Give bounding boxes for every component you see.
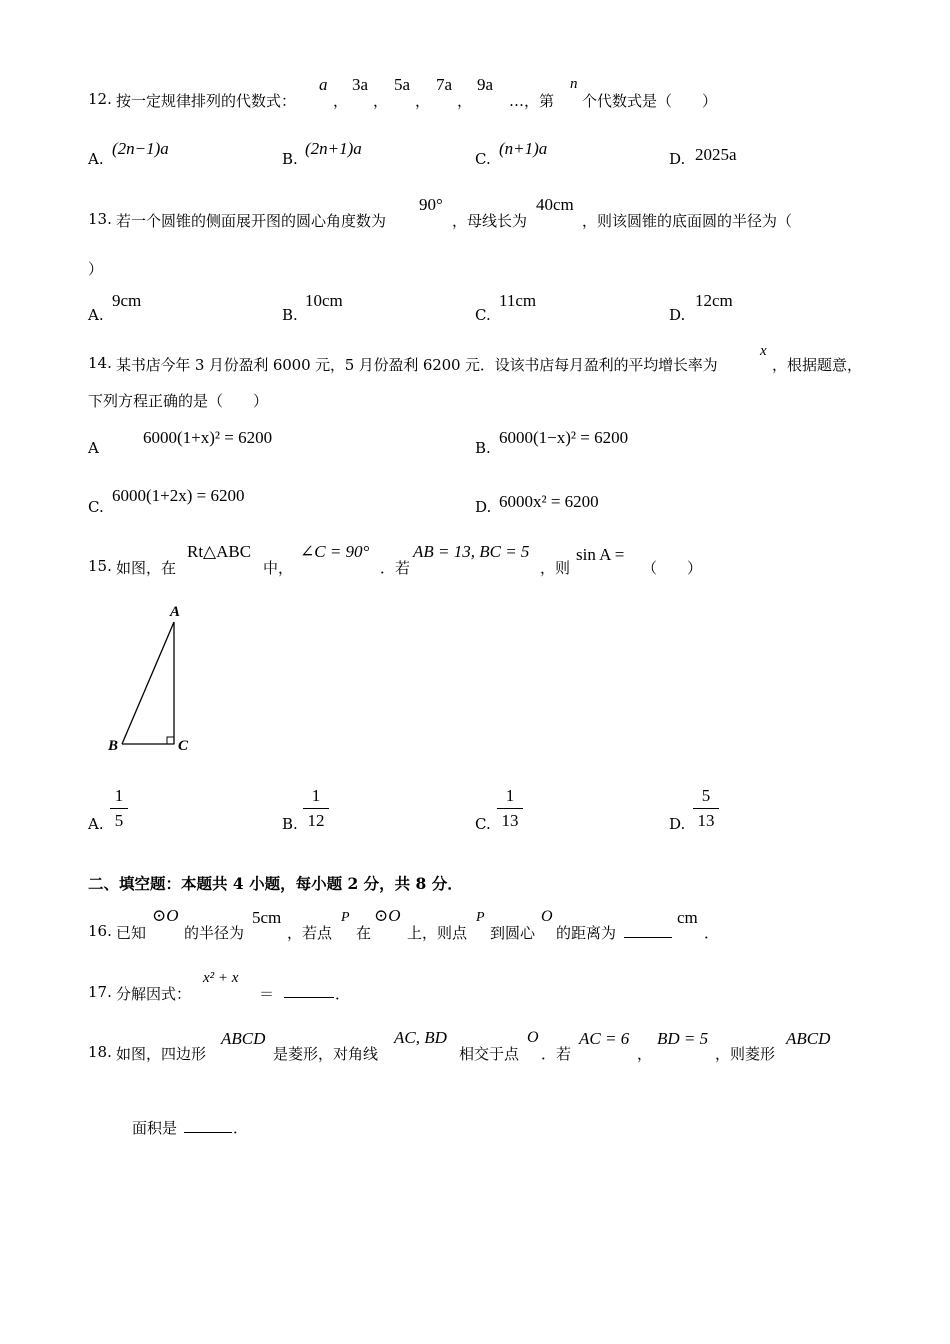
q15-angle: ∠C = 90° (300, 542, 370, 561)
q12-ellipsis: …，第 (509, 92, 555, 110)
q15-option-a-letter: A. (88, 815, 104, 833)
q13-option-a: 9cm (112, 291, 142, 310)
q15-option-c-fraction (497, 786, 523, 831)
q15-stem-b: 中， (263, 559, 294, 577)
q18-p4: ．若 (541, 1045, 572, 1063)
q12-term-3: 5a (394, 75, 411, 94)
q18-p1: 如图，四边形 (116, 1045, 207, 1063)
q14-stem-b: ，根据题意， (772, 356, 863, 374)
q18-point: O (527, 1029, 539, 1046)
numerator: 1 (311, 786, 321, 805)
q16-p7: 的距离为 (556, 924, 617, 942)
q18-number: 18. (88, 1043, 112, 1061)
section-2-title: 二、填空题：本题共 4 小题，每小题 2 分，共 8 分． (88, 874, 463, 893)
q15-stem-e: （ ） (642, 559, 703, 577)
q17-stem: 分解因式： (116, 985, 192, 1003)
q16-unit: cm (677, 908, 698, 927)
q16-circle-2: ⊙O (374, 906, 401, 925)
q17-answer-blank[interactable] (284, 997, 334, 998)
q12-n: n (570, 76, 578, 92)
q14-option-d-letter: D. (475, 498, 492, 516)
q12-term-4: 7a (436, 75, 453, 94)
vertex-a-label: A (170, 604, 181, 620)
side-ab (122, 622, 174, 744)
q13-option-b: 10cm (305, 291, 343, 310)
right-angle-mark (167, 737, 174, 744)
q15-option-d-fraction (693, 786, 719, 831)
q12-option-d: 2025a (695, 145, 737, 164)
q13-number: 13. (88, 210, 112, 228)
q17-end: ． (335, 985, 351, 1003)
q18-comma: ， (637, 1045, 653, 1063)
q12-sep-4: ， (457, 92, 473, 110)
q16-end: ． (704, 924, 720, 942)
q18-quad: ABCD (221, 1029, 266, 1048)
vertex-c-label: C (178, 738, 189, 754)
vertex-b-label: B (108, 738, 119, 754)
q16-p4: 在 (356, 924, 372, 942)
q15-given: AB = 13, BC = 5 (413, 542, 530, 561)
q12-stem: 按一定规律排列的代数式： (116, 92, 297, 110)
q14-option-a-letter: A (88, 439, 99, 457)
q12-term-5: 9a (477, 75, 494, 94)
denominator: 5 (114, 811, 124, 830)
q14-option-d: 6000x² = 6200 (499, 492, 599, 511)
q12-sep-3: ， (415, 92, 431, 110)
q15-option-c-letter: C. (475, 815, 491, 833)
q13-length: 40cm (536, 195, 574, 214)
q14-option-a: 6000(1+x)² = 6200 (143, 428, 273, 447)
q16-p6: 到圆心 (490, 924, 536, 942)
q18-diagonals: AC, BD (394, 1028, 447, 1047)
numerator: 1 (114, 786, 124, 805)
numerator: 5 (701, 786, 711, 805)
q12-number: 12. (88, 90, 112, 108)
q18-end: ． (233, 1119, 249, 1137)
q15-stem-c: ．若 (380, 559, 411, 577)
q18-p3: 相交于点 (459, 1045, 520, 1063)
q12-term-2: 3a (352, 75, 369, 94)
q14-option-c-letter: C. (88, 498, 104, 516)
q12-option-b: (2n+1)a (305, 139, 362, 158)
q13-option-b-letter: B. (282, 306, 298, 324)
q13-option-c-letter: C. (475, 306, 491, 324)
q16-radius: 5cm (252, 908, 282, 927)
q15-triangle: Rt△ABC (187, 542, 252, 561)
q15-stem-a: 如图，在 (116, 559, 177, 577)
q13-stem-c: ，则该圆锥的底面圆的半径为（ (582, 212, 793, 230)
q18-line2: 面积是 (132, 1119, 178, 1137)
denominator: 13 (501, 811, 519, 830)
q14-option-c: 6000(1+2x) = 6200 (112, 486, 245, 505)
q13-angle: 90° (419, 195, 443, 214)
q16-point-1: P (341, 910, 350, 925)
q16-number: 16. (88, 922, 112, 940)
q18-p5: ，则菱形 (715, 1045, 776, 1063)
q12-sep-2: ， (373, 92, 389, 110)
q13-stem-d: ） (88, 260, 104, 278)
q16-p1: 已知 (116, 924, 147, 942)
q14-var: x (760, 343, 767, 359)
q13-option-c: 11cm (499, 291, 537, 310)
q15-option-b-letter: B. (282, 815, 298, 833)
q16-p2: 的半径为 (184, 924, 245, 942)
q15-number: 15. (88, 557, 112, 575)
q18-quad-2: ABCD (786, 1029, 831, 1048)
q15-stem-d: ，则 (540, 559, 571, 577)
q14-option-b: 6000(1−x)² = 6200 (499, 428, 629, 447)
q15-option-b-fraction (303, 786, 329, 831)
q17-equals: ＝ (259, 985, 275, 1003)
q16-answer-blank[interactable] (624, 937, 672, 938)
q12-option-c-letter: C. (475, 150, 491, 168)
right-triangle-figure (100, 598, 210, 758)
q13-option-d-letter: D. (669, 306, 686, 324)
q16-point-2: P (476, 910, 485, 925)
q18-bd: BD = 5 (657, 1029, 709, 1048)
q16-center: O (541, 908, 553, 925)
q18-answer-blank[interactable] (184, 1132, 232, 1133)
q16-p5: 上，则点 (407, 924, 468, 942)
numerator: 1 (505, 786, 515, 805)
q12-sep-1: ， (333, 92, 349, 110)
q15-option-a-fraction (110, 786, 128, 831)
q12-option-b-letter: B. (282, 150, 298, 168)
q14-option-b-letter: B. (475, 439, 491, 457)
q14-number: 14. (88, 354, 112, 372)
q17-expression: x² + x (203, 970, 239, 986)
q14-stem-a: 某书店今年 3 月份盈利 6000 元，5 月份盈利 6200 元．设该书店每月盈利的平均增长率为 (116, 356, 718, 374)
denominator: 13 (697, 811, 715, 830)
q16-circle-1: ⊙O (152, 906, 179, 925)
q12-term-1: a (319, 75, 328, 94)
q13-option-d: 12cm (695, 291, 733, 310)
q15-option-d-letter: D. (669, 815, 686, 833)
q18-ac: AC = 6 (579, 1029, 630, 1048)
q12-option-c: (n+1)a (499, 139, 548, 158)
q13-stem-a: 若一个圆锥的侧面展开图的圆心角度数为 (116, 212, 387, 230)
q12-option-d-letter: D. (669, 150, 686, 168)
q12-option-a: (2n−1)a (112, 139, 169, 158)
q17-number: 17. (88, 983, 112, 1001)
q16-p3: ，若点 (287, 924, 333, 942)
q15-ask: sin A = (576, 545, 625, 564)
q18-p2: 是菱形，对角线 (273, 1045, 379, 1063)
q12-option-a-letter: A. (88, 150, 104, 168)
q14-line2: 下列方程正确的是（ ） (88, 392, 269, 410)
q12-tail: 个代数式是（ ） (582, 92, 718, 110)
q13-stem-b: ，母线长为 (452, 212, 528, 230)
q13-option-a-letter: A. (88, 306, 104, 324)
denominator: 12 (307, 811, 325, 830)
